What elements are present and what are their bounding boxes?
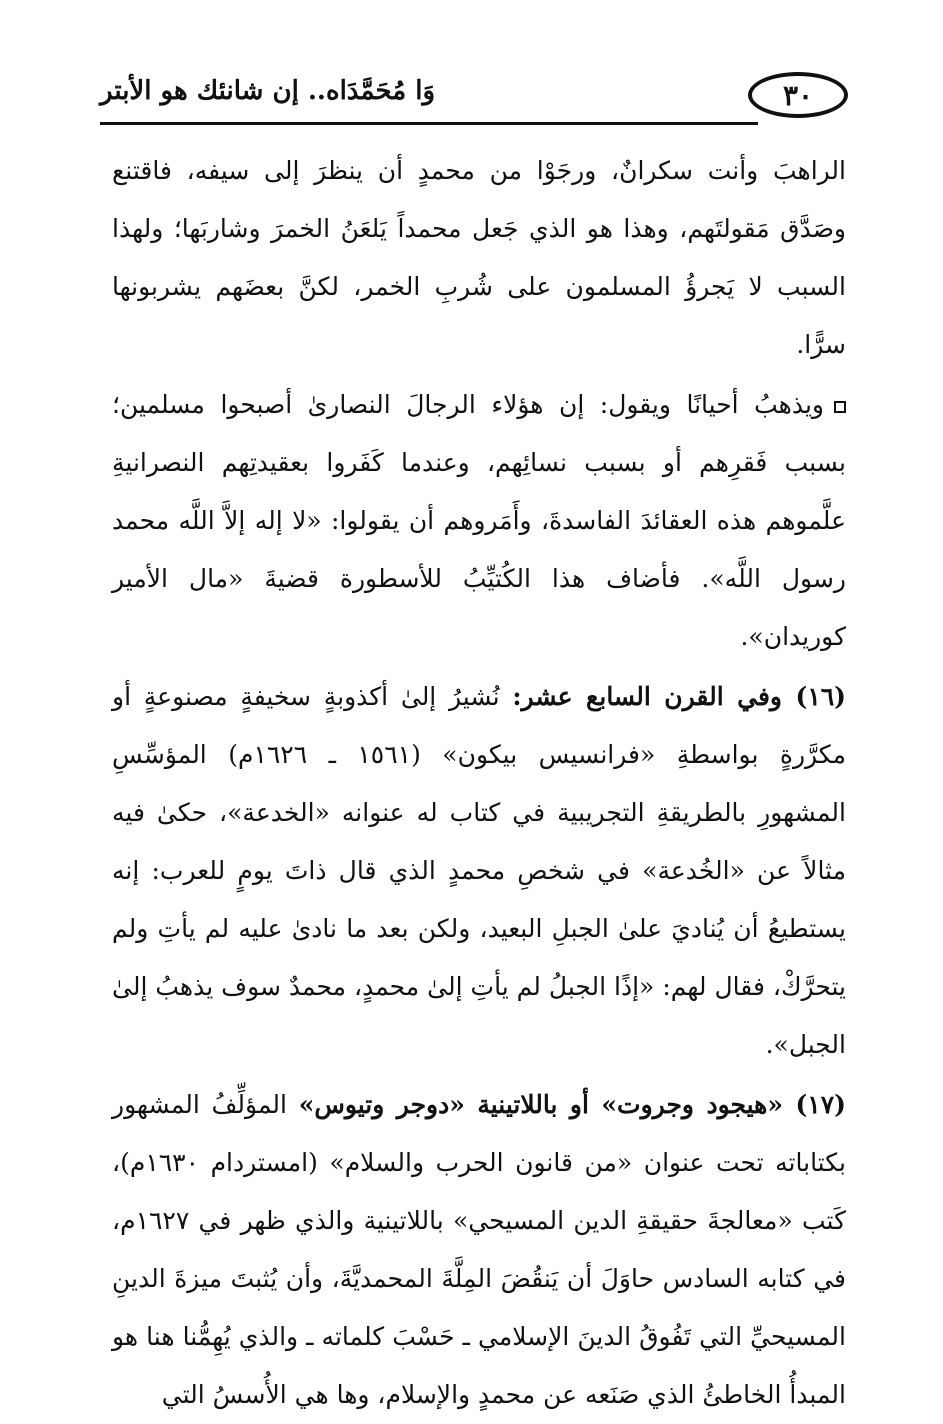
paragraph-3-text: نُشيرُ إلىٰ أكذوبةٍ سخيفةٍ مصنوعةٍ أو مكرَّرةٍ بواسطةِ «فرانسيس بيكون» (١٥٦١ ـ ١٦٢٦م) المؤسِّسِ المشهورِ بالطريقةِ التجريبية في كتاب له عنوانه «الخدعة»، حكىٰ فيه مثالاً عن «الخُدعة» في شخصِ محمدٍ الذي قال ذاتَ يومٍ للعرب: إنه يستطيعُ أن يُناديَ علىٰ الجبلِ البعيد، ولكن بعد ما نادىٰ عليه لم يأتِ ولم يتحرَّكْ، فقال لهم: «إذًا الجبلُ لم يأتِ إلىٰ محمدٍ، محمدٌ سوف يذهبُ إلىٰ الجبل». <box>112 682 847 1059</box>
body-text <box>112 142 846 1424</box>
paragraph-2 <box>112 376 846 666</box>
paragraph-2-text: ويذهبُ أحيانًا ويقول: إن هؤلاء الرجالَ النصارىٰ أصبحوا مسلمين؛ بسبب فَقرِهم أو بسبب نسائِهم، وعندما كَفَروا بعقيدتِهم النصرانيةِ علَّموهم هذه العقائدَ الفاسدةَ، وأَمَروهم أن يقولوا: «لا إله إلاَّ اللَّه محمد رسول اللَّه». فأضاف هذا الكُتيِّبُ للأسطورة قضيةَ «مال الأمير كوريدان». <box>112 390 846 651</box>
paragraph-1 <box>112 142 846 374</box>
paragraph-1-text: الراهبَ وأنت سكرانٌ، ورجَوْا من محمدٍ أن ينظرَ إلى سيفه، فاقتنع وصَدَّق مَقولتَهم، وهذا هو الذي جَعل محمداً يَلعَنُ الخمرَ وشاربَها؛ ولهذا السبب لا يَجرؤُ المسلمون على شُربِ الخمر، لكنَّ بعضَهم يشربونها سرًّا. <box>112 156 846 359</box>
paragraph-4 <box>112 1076 846 1424</box>
running-title: وَا مُحَمَّدَاه.. إن شانئك هو الأبتر <box>100 76 436 106</box>
paragraph-3 <box>112 668 846 1074</box>
paragraph-3-lead: (١٦) وفي القرن السابع عشر: <box>512 682 847 711</box>
page-number: ٣٠ <box>748 72 848 118</box>
paragraph-4-text: المؤلِّفُ المشهور بكتاباته تحت عنوان «من قانون الحرب والسلام» (امستردام ١٦٣٠م)، كَتب «معالجةَ حقيقةِ الدين المسيحي» باللاتينية والذي ظهر في ١٦٢٧م، في كتابه السادس حاوَلَ أن يَنقُضَ المِلَّةَ المحمديَّةَ، وأن يُثبتَ ميزةَ الدينِ المسيحيِّ التي تَفُوقُ الدينَ الإسلامي ـ حَسْبَ كلماته ـ والذي يُهِمُّنا هنا هو المبدأُ الخاطئُ الذي صَنَعه عن محمدٍ والإسلام، وها هي الأُسسُ التي <box>112 1090 846 1409</box>
header-rule <box>100 122 758 125</box>
paragraph-4-lead: (١٧) «هيجود وجروت» أو باللاتينية «دوجر وتيوس» <box>298 1090 846 1119</box>
page-header <box>100 62 848 128</box>
square-bullet-icon <box>834 401 846 413</box>
